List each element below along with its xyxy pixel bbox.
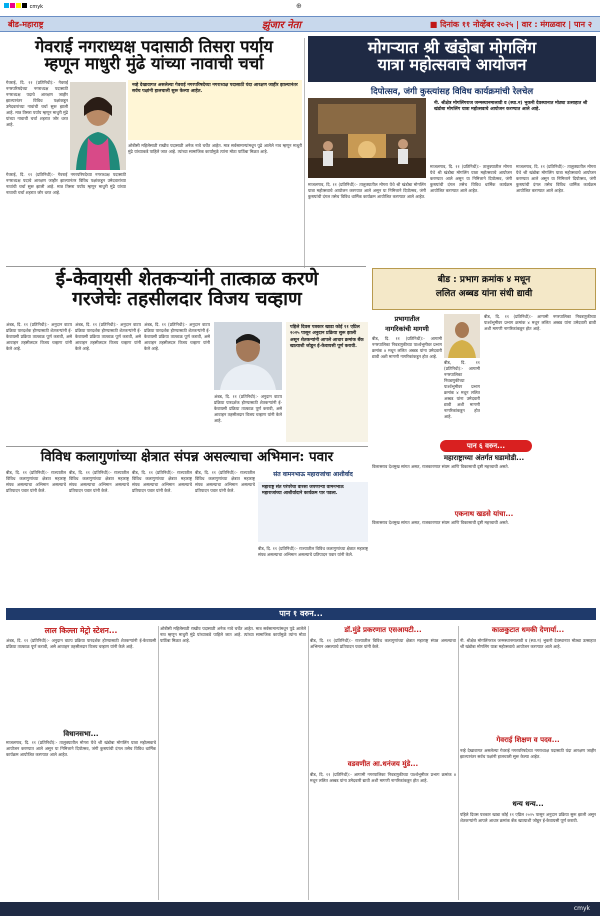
story5-lead: महाराष्ट्र संत परंपरेचा वारसा जपणाऱ्या वामनभाऊ महाराजांच्या आशीर्वादाने कार्यक्रम पार पडला. [258,482,368,542]
cmyk-registration-mark: cmyk [573,905,590,912]
paper-name: झुंजार नेता [262,20,301,31]
story3-body-d: अंबड, दि. ११ (प्रतिनिधी):- अनुदान वाटप प्रक्रिया पारदर्शक होण्यासाठी शेतकऱ्यांनी ई-केवायसी प्रक्रिया तात्काळ पूर्ण करावी, असे आवाहन तहसीलदार विजय चव्हाण यांनी केले आहे. [214,394,282,423]
column-divider [458,626,459,900]
story5-subhead: संत वामनभाऊ महाराजांचा आशीर्वाद [258,470,368,480]
gevrai-body: नव्हे देखावागत असलेल्या गेवराई नगरपरिषदेच्या नगराध्यक्ष पदासाठी यंदा आरक्षण जाहीर झाल्यानंतर सर्वच पक्षांनी हालचाली सुरू केल्या आहेत. [460,748,596,759]
story4-sub1: प्रभागातील [394,315,420,323]
dr-munde-body: बीड, दि. ११ (प्रतिनिधी):- राज्यातील विविध कलागुणांच्या क्षेत्रात महाराष्ट्र संपन्न असल्याचा अभिमान असल्याचे प्रतिपादन पवार यांनी केले. [310,638,456,649]
footer-bar [0,902,600,916]
dhanya-headline: धन्य धन्य... [512,800,544,808]
ekanath-headline: एकनाथ खडसे यांचा... [454,510,514,518]
kalkut-headline: काळकुटात धमकी देणार्या... [491,626,565,634]
candidate-photo-2 [444,314,480,358]
date-line: ■ दिनांक ११ नोव्हेंबर २०२५ | वार : मंगळवार | पान २ [429,20,592,29]
continued-page6-badge: पान ६ वरुन... [440,440,532,452]
section-label: बीड-महाराष्ट्र [8,20,44,29]
story2-lead: नी. श्रीक्षेत्र मोगलिंगराज जन्मस्थानमालावी व (स्था.न) भुकनी देवस्थानात मोठ्या उत्साहात श्री खंडोबा मोगलिंग यात्रा महोत्सवाचे आयोजन करण्यात आले आहे. [430,98,596,160]
story5-body-c: बीड, दि. ११ (प्रतिनिधी):- राज्यातील विविध कलागुणांच्या क्षेत्रात महाराष्ट्र संपन्न असल्याचा अभिमान असल्याचे प्रतिपादन पवार यांनी केले. [132,470,192,493]
story2-body-a: माजलगाव, दि. ११ (प्रतिनिधी):- तालुक्यातील मोगरा येथे श्री खंडोबा मोगलिंग यात्रा महोत्सवाचे आयोजन करण्यात आले असून या निमित्ताने दिपोत्सव, जंगी कुस्त्यांची दंगल तसेच विविध धार्मिक कार्यक्रम आयोजित करण्यात आले आहेत. [308,182,426,199]
story1-lead: नव्हे देखावागत असलेल्या गेवराई नगरपरिषदेच्या नगराध्यक्ष पदासाठी यंदा आरक्षण जाहीर झाल्यानंतर सर्वच पक्षांनी हालचाली सुरू केल्या आहेत. [128,80,302,140]
story4-body-a: बीड, दि. ११ (प्रतिनिधी):- आगामी नगरपालिका निवडणुकीच्या पार्श्वभूमीवर प्रभाग क्रमांक ४ मधून ललित अब्बड यांना उमेदवारी द्यावी अशी मागणी नागरिकांकडून होत आहे. [372,336,442,359]
story4-body-b: बीड, दि. ११ (प्रतिनिधी):- आगामी नगरपालिका निवडणुकीच्या पार्श्वभूमीवर प्रभाग क्रमांक ४ मधून ललित अब्बड यांना उमेदवारी द्यावी अशी मागणी नागरिकांकडून होत आहे. [444,360,480,419]
story3-lead: पहिले दिवस पत्रकार खाडा कोई ११ एप्रिल २०२५ पासून अनुदान प्रक्रिया सुरू झाली असून शेतकऱ्यांनी आपले आधार क्रमांक बँक खात्याशी जोडून ई-केवायसी पूर्ण करावी. [286,322,368,442]
story5-body-b: बीड, दि. ११ (प्रतिनिधी):- राज्यातील विविध कलागुणांच्या क्षेत्रात महाराष्ट्र संपन्न असल्याचा अभिमान असल्याचे प्रतिपादन पवार यांनी केले. [69,470,129,493]
ekanath-body: विलासराव देशमुख सांगत असत, राजकारणात संयम आणि विकासाची दृष्टी महत्त्वाची असते. [372,520,509,525]
cmyk-registration-mark: cmyk [4,3,43,10]
story2-headline: मोगऱ्यात श्री खंडोबा मोगलिंग यात्रा महोत्सवाचे आयोजन [308,36,596,82]
temple-photo [308,98,426,178]
story2-body-c: माजलगाव, दि. ११ (प्रतिनिधी):- तालुक्यातील मोगरा येथे श्री खंडोबा मोगलिंग यात्रा महोत्सवाचे आयोजन करण्यात आले असून या निमित्ताने दिपोत्सव, जंगी कुस्त्यांची दंगल तसेच विविध धार्मिक कार्यक्रम आयोजित करण्यात आले आहेत. [516,164,596,193]
column-divider [304,38,305,268]
story1-body-left: गेवराई, दि. ११ (प्रतिनिधी):- गेवराई नगरपरिषदेच्या नगराध्यक्ष पदासाठी नगराध्यक्ष पदाचे आरक्षण जाहीर झाल्यानंतर विविध पक्षांकडून उमेदवारांच्या नावांची चर्चा सुरू झाली आहे. मात्र तिसरा पर्याय म्हणून माधुरी मुंढे यांच्या नावाची चर्चा शहरात जोर धरत आहे. [6,80,68,127]
vidhan-body: माजलगाव, दि. ११ (प्रतिनिधी):- तालुक्यातील मोगरा येथे श्री खंडोबा मोगलिंग यात्रा महोत्सवाचे आयोजन करण्यात आले असून या निमित्ताने दिपोत्सव, जंगी कुस्त्यांची दंगल तसेच विविध धार्मिक कार्यक्रम आयोजित करण्यात आले आहेत. [6,740,156,757]
story2-body-b: माजलगाव, दि. ११ (प्रतिनिधी):- तालुक्यातील मोगरा येथे श्री खंडोबा मोगलिंग यात्रा महोत्सवाचे आयोजन करण्यात आले असून या निमित्ताने दिपोत्सव, जंगी कुस्त्यांची दंगल तसेच विविध धार्मिक कार्यक्रम आयोजित करण्यात आले आहेत. [430,164,512,193]
vadvani-body: बीड, दि. ११ (प्रतिनिधी):- आगामी नगरपालिका निवडणुकीच्या पार्श्वभूमीवर प्रभाग क्रमांक ४ मधून ललित अब्बड यांना उमेदवारी द्यावी अशी मागणी नागरिकांकडून होत आहे. [310,772,456,783]
vidhan-headline: विधानसभा... [63,730,99,738]
story3-headline: ई-केवायसी शेतकऱ्यांनी तात्काळ करणे गरजेचेः तहसीलदार विजय चव्हाण [55,268,319,310]
story4-headline-box: बीड : प्रभाग क्रमांक ४ मधून ललित अब्बड यांना संधी द्यावी [372,268,596,310]
dr-munde-headline: डॉ.मुंडे प्रकरणात एसआयटी... [344,626,422,634]
divider [6,446,368,447]
dhanya-body: पहिले दिवस पत्रकार खाडा कोई ११ एप्रिल २०२५ पासून अनुदान प्रक्रिया सुरू झाली असून शेतकऱ्यांनी आपले आधार क्रमांक बँक खात्याशी जोडून ई-केवायसी पूर्ण करावी. [460,812,596,823]
story4-body-c: बीड, दि. ११ (प्रतिनिधी):- आगामी नगरपालिका निवडणुकीच्या पार्श्वभूमीवर प्रभाग क्रमांक ४ मधून ललित अब्बड यांना उमेदवारी द्यावी अशी मागणी नागरिकांकडून होत आहे. [484,314,596,331]
lal-killa-headline: लाल किल्ला मेट्रो स्टेशन... [44,626,118,635]
tahsildar-photo [214,322,282,390]
candidate-photo [70,82,126,170]
kalkut-body: नी. श्रीक्षेत्र मोगलिंगराज जन्मस्थानमालावी व (स्था.न) भुकनी देवस्थानात मोठ्या उत्साहात श्री खंडोबा मोगलिंग यात्रा महोत्सवाचे आयोजन करण्यात आले आहे. [460,638,596,649]
story5-body-d: बीड, दि. ११ (प्रतिनिधी):- राज्यातील विविध कलागुणांच्या क्षेत्रात महाराष्ट्र संपन्न असल्याचा अभिमान असल्याचे प्रतिपादन पवार यांनी केले. [195,470,255,493]
crosshair-icon: ⊕ [296,2,302,10]
story5-body-a: बीड, दि. ११ (प्रतिनिधी):- राज्यातील विविध कलागुणांच्या क्षेत्रात महाराष्ट्र संपन्न असल्याचा अभिमान असल्याचे प्रतिपादन पवार यांनी केले. [6,470,66,493]
gevrai-headline: गेवराई शिक्षण व पदव... [496,736,560,744]
story1-headline: गेवराई नगराध्यक्ष पदासाठी तिसरा पर्याय म्हणून माधुरी मुंढे यांच्या नावाची चर्चा [35,37,273,74]
column-divider [158,626,159,900]
masthead-bar [0,16,600,32]
column-2-body: ओबीसी महिलेसाठी राखीव पदासाठी अनेक नावे चर्चेत आहेत. मात्र सर्वसामान्यांमधून पुढे आलेले नाव म्हणून माधुरी मुंढे यांच्याकडे पाहिले जात आहे. त्यांच्या सामाजिक कार्यामुळे त्यांना मोठा पाठिंबा मिळत आहे. [160,626,306,643]
story4-sub2: नागरिकांची मागणी [385,325,429,333]
story3-body-c: अंबड, दि. ११ (प्रतिनिधी):- अनुदान वाटप प्रक्रिया पारदर्शक होण्यासाठी शेतकऱ्यांनी ई-केवायसी प्रक्रिया तात्काळ पूर्ण करावी, असे आवाहन तहसीलदार विजय चव्हाण यांनी केले आहे. [144,322,210,351]
vadvani-headline: वडवणीत आ.धनंजय मुंडे... [347,760,419,768]
story5-body-e: बीड, दि. ११ (प्रतिनिधी):- राज्यातील विविध कलागुणांच्या क्षेत्रात महाराष्ट्र संपन्न असल्याचा अभिमान असल्याचे प्रतिपादन पवार यांनी केले. [258,546,368,557]
story1-body-bottom: गेवराई, दि. ११ (प्रतिनिधी):- गेवराई नगरपरिषदेच्या नगराध्यक्ष पदासाठी नगराध्यक्ष पदाचे आरक्षण जाहीर झाल्यानंतर विविध पक्षांकडून उमेदवारांच्या नावांची चर्चा सुरू झाली आहे. मात्र तिसरा पर्याय म्हणून माधुरी मुंढे यांच्या नावाची चर्चा शहरात जोर धरत आहे. [6,172,126,195]
lal-killa-body: अंबड, दि. ११ (प्रतिनिधी):- अनुदान वाटप प्रक्रिया पारदर्शक होण्यासाठी शेतकऱ्यांनी ई-केवायसी प्रक्रिया तात्काळ पूर्ण करावी, असे आवाहन तहसीलदार विजय चव्हाण यांनी केले आहे. [6,638,156,649]
page6-body: विलासराव देशमुख सांगत असत, राजकारणात संयम आणि विकासाची दृष्टी महत्त्वाची असते. [372,464,509,469]
continued-page1-band: पान १ वरुन... [6,608,596,620]
story3-body-a: अंबड, दि. ११ (प्रतिनिधी):- अनुदान वाटप प्रक्रिया पारदर्शक होण्यासाठी शेतकऱ्यांनी ई-केवायसी प्रक्रिया तात्काळ पूर्ण करावी, असे आवाहन तहसीलदार विजय चव्हाण यांनी केले आहे. [6,322,72,351]
story3-body-b: अंबड, दि. ११ (प्रतिनिधी):- अनुदान वाटप प्रक्रिया पारदर्शक होण्यासाठी शेतकऱ्यांनी ई-केवायसी प्रक्रिया तात्काळ पूर्ण करावी, असे आवाहन तहसीलदार विजय चव्हाण यांनी केले आहे. [75,322,141,351]
story1-body-right: ओबीसी महिलेसाठी राखीव पदासाठी अनेक नावे चर्चेत आहेत. मात्र सर्वसामान्यांमधून पुढे आलेले नाव म्हणून माधुरी मुंढे यांच्याकडे पाहिले जात आहे. त्यांच्या सामाजिक कार्यामुळे त्यांना मोठा पाठिंबा मिळत आहे. [128,143,302,154]
story5-headline: विविध कलागुणांच्या क्षेत्रात संपन्न असल्याचा अभिमान: पवार [40,449,334,465]
story2-subhead: दिपोत्सव, जंगी कुस्त्यांसह विविध कार्यक्रमांची रेलचेल [370,87,534,97]
page6-headline: महाराष्ट्राच्या अंतर्गत घडामोडी... [443,454,525,462]
column-divider [308,626,309,900]
divider [6,266,366,267]
